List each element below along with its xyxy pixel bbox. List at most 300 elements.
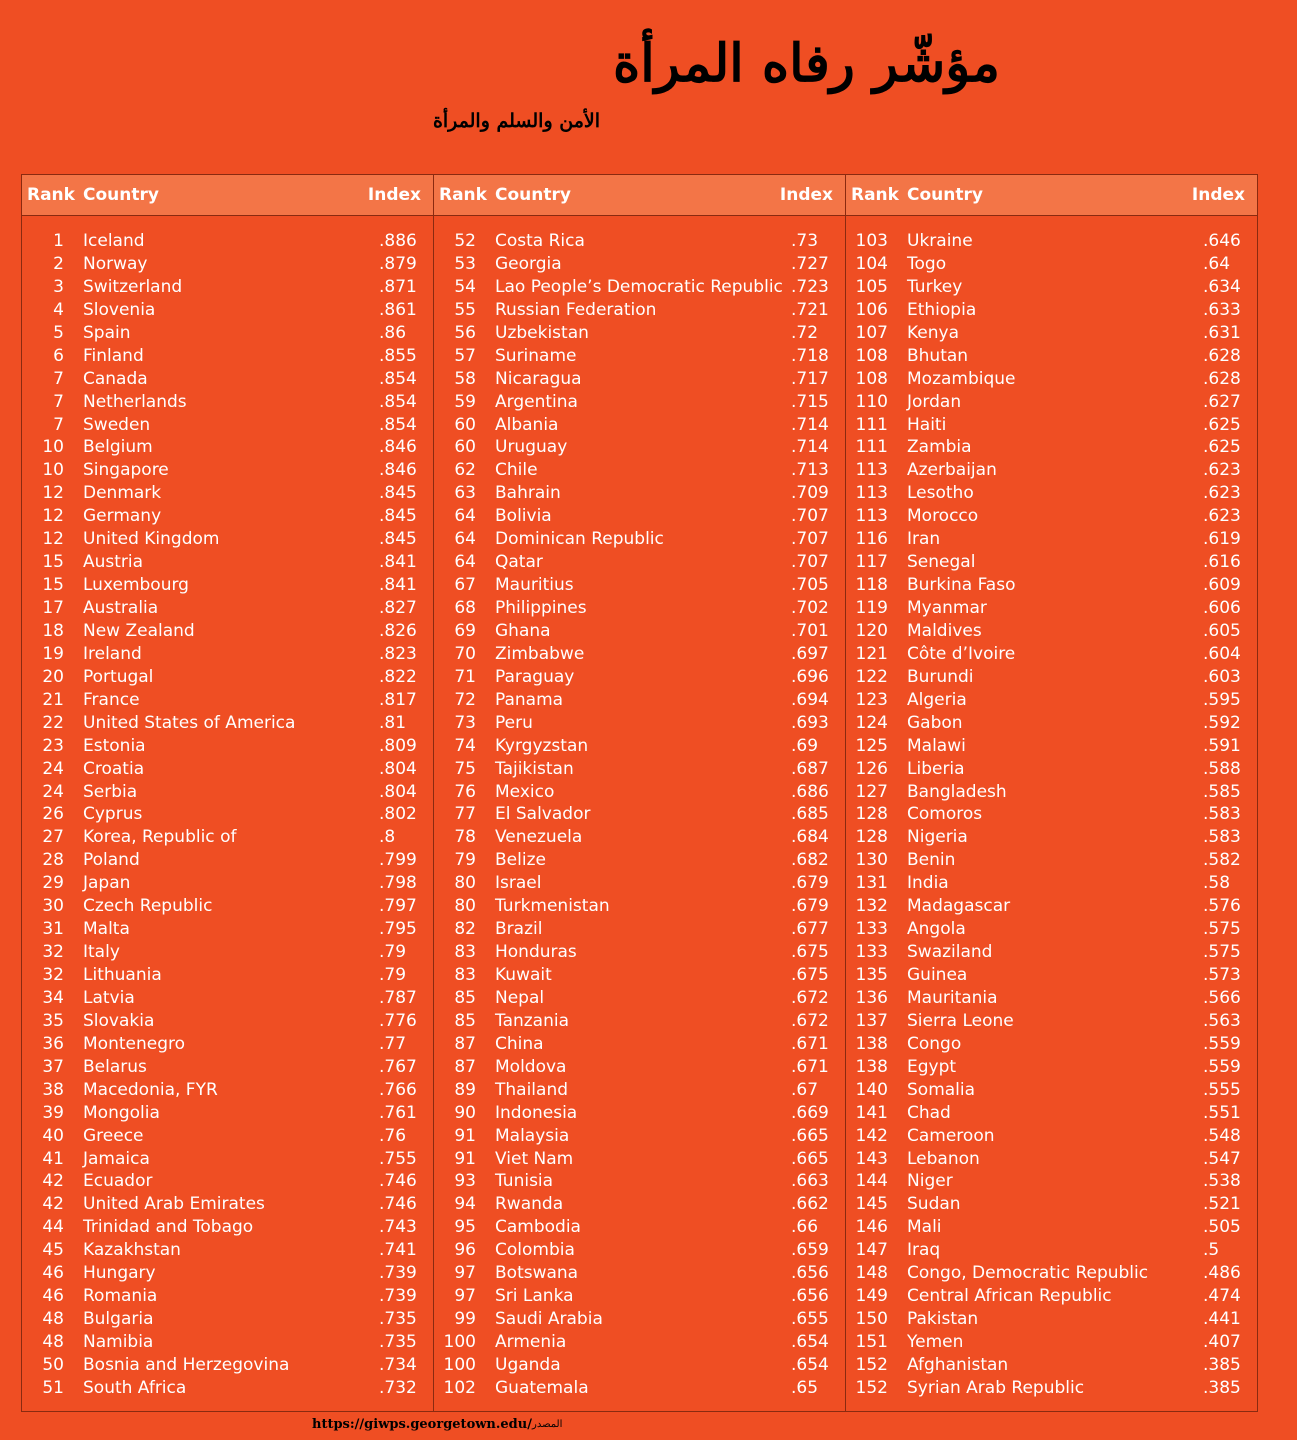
country-cell: Lithuania <box>83 965 162 985</box>
rank-cell: 144 <box>855 1171 888 1192</box>
table-row <box>22 505 433 528</box>
country-cell: Japan <box>83 873 131 894</box>
index-cell: .746 <box>379 1171 417 1192</box>
index-cell: .65 <box>791 1377 819 1398</box>
index-cell: .573 <box>1203 965 1241 985</box>
rank-cell: 83 <box>454 942 476 963</box>
country-cell: Myanmar <box>907 598 987 618</box>
rank-cell: 137 <box>855 1010 888 1031</box>
index-cell: .555 <box>1203 1079 1241 1100</box>
rank-cell: 80 <box>454 873 476 894</box>
country-cell: Angola <box>907 919 966 940</box>
country-cell: Macedonia, FYR <box>83 1079 218 1100</box>
table-row <box>434 368 845 391</box>
country-cell: Portugal <box>83 666 154 687</box>
table-column-2 <box>433 175 845 1411</box>
country-cell: Honduras <box>495 942 577 963</box>
country-cell: Ethiopia <box>907 299 977 320</box>
country-cell: Luxembourg <box>83 575 189 596</box>
table-row <box>434 505 845 528</box>
table-row <box>846 368 1257 391</box>
index-cell: .656 <box>791 1263 829 1284</box>
table-row <box>22 459 433 482</box>
index-cell: .677 <box>791 919 829 940</box>
index-cell: .707 <box>791 552 829 573</box>
header-index: Index <box>1191 185 1245 205</box>
rank-cell: 48 <box>42 1332 64 1352</box>
rank-cell: 152 <box>855 1377 888 1398</box>
rank-cell: 29 <box>42 873 64 894</box>
rank-cell: 121 <box>855 643 888 664</box>
country-cell: South Africa <box>83 1377 187 1398</box>
country-cell: Benin <box>907 850 956 871</box>
country-cell: Bahrain <box>495 483 561 504</box>
rank-cell: 99 <box>454 1309 476 1330</box>
table-row <box>22 826 433 849</box>
table-row <box>22 918 433 941</box>
rank-cell: 72 <box>454 689 476 710</box>
index-cell: .5 <box>1203 1240 1220 1261</box>
country-cell: Russian Federation <box>495 299 657 320</box>
rank-cell: 80 <box>454 896 476 917</box>
country-cell: Netherlands <box>83 391 187 412</box>
table-row <box>846 1193 1257 1216</box>
index-cell: .826 <box>379 620 417 641</box>
index-cell: .665 <box>791 1125 829 1146</box>
country-cell: Iran <box>907 529 941 550</box>
index-cell: .654 <box>791 1354 829 1375</box>
country-cell: Kyrgyzstan <box>495 735 589 756</box>
table-row <box>846 1285 1257 1308</box>
source-credit <box>300 1414 580 1436</box>
country-cell: Panama <box>495 689 564 710</box>
country-cell: Somalia <box>907 1079 976 1100</box>
country-cell: Finland <box>83 345 144 366</box>
table-row <box>22 1193 433 1216</box>
index-cell: .846 <box>379 437 417 458</box>
rank-cell: 22 <box>42 712 64 733</box>
index-cell: .802 <box>379 804 417 825</box>
index-cell: .595 <box>1203 689 1241 710</box>
rank-cell: 1 <box>53 231 64 251</box>
rank-cell: 67 <box>454 575 476 596</box>
index-cell: .739 <box>379 1263 417 1284</box>
table-row <box>434 1377 845 1400</box>
header-country: Country <box>495 185 571 205</box>
rank-cell: 54 <box>454 276 476 297</box>
country-cell: Indonesia <box>495 1102 578 1123</box>
header-index: Index <box>367 185 421 205</box>
country-cell: Mauritius <box>495 575 574 596</box>
table-row <box>22 620 433 643</box>
index-cell: .761 <box>379 1102 417 1123</box>
header-rank: Rank <box>851 185 899 205</box>
index-cell: .631 <box>1203 322 1241 343</box>
index-cell: .548 <box>1203 1125 1241 1146</box>
country-cell: Serbia <box>83 781 138 802</box>
country-cell: Cyprus <box>83 804 143 825</box>
table-row <box>22 1010 433 1033</box>
index-cell: .77 <box>379 1033 407 1054</box>
rank-cell: 23 <box>42 735 64 756</box>
table-row <box>22 689 433 712</box>
index-cell: .743 <box>379 1217 417 1238</box>
country-cell: Ukraine <box>907 231 973 251</box>
rank-cell: 133 <box>855 919 888 940</box>
index-cell: .886 <box>379 231 417 251</box>
country-cell: Colombia <box>495 1240 575 1261</box>
country-cell: Montenegro <box>83 1033 186 1054</box>
table-row <box>846 574 1257 597</box>
table-row <box>434 1262 845 1285</box>
index-cell: .576 <box>1203 896 1241 917</box>
table-row <box>434 1193 845 1216</box>
rank-cell: 108 <box>855 368 888 389</box>
index-cell: .634 <box>1203 276 1241 297</box>
rank-cell: 12 <box>42 529 64 550</box>
index-cell: .854 <box>379 391 417 412</box>
index-cell: .697 <box>791 643 829 664</box>
table-row <box>846 1033 1257 1056</box>
country-cell: Belarus <box>83 1056 147 1077</box>
country-cell: Latvia <box>83 987 135 1008</box>
rank-cell: 52 <box>454 231 476 251</box>
rank-cell: 82 <box>454 919 476 940</box>
country-cell: Bhutan <box>907 345 969 366</box>
country-cell: Czech Republic <box>83 896 213 917</box>
country-cell: Bulgaria <box>83 1309 154 1330</box>
rank-cell: 94 <box>454 1194 476 1215</box>
country-cell: Jamaica <box>83 1148 150 1169</box>
country-cell: Viet Nam <box>495 1148 574 1169</box>
table-row <box>434 964 845 987</box>
rank-cell: 126 <box>855 758 888 779</box>
index-cell: .841 <box>379 575 417 596</box>
index-cell: .58 <box>1203 873 1231 894</box>
table-row <box>22 253 433 276</box>
index-cell: .735 <box>379 1309 417 1330</box>
index-cell: .767 <box>379 1056 417 1077</box>
table-row <box>22 345 433 368</box>
table-row <box>22 1056 433 1079</box>
country-cell: Maldives <box>907 620 982 641</box>
index-cell: .727 <box>791 253 829 274</box>
table-row <box>22 1170 433 1193</box>
index-cell: .822 <box>379 666 417 687</box>
index-cell: .682 <box>791 850 829 871</box>
table-row <box>22 1354 433 1377</box>
rank-cell: 45 <box>42 1240 64 1261</box>
rank-cell: 85 <box>454 987 476 1008</box>
rank-cell: 151 <box>855 1332 888 1352</box>
index-cell: .633 <box>1203 299 1241 320</box>
rank-cell: 77 <box>454 804 476 825</box>
table-row <box>846 941 1257 964</box>
table-row <box>434 758 845 781</box>
index-cell: .845 <box>379 529 417 550</box>
index-cell: .407 <box>1203 1332 1241 1352</box>
table-row <box>434 1010 845 1033</box>
country-cell: Belize <box>495 850 546 871</box>
rank-cell: 63 <box>454 483 476 504</box>
rank-cell: 143 <box>855 1148 888 1169</box>
rank-cell: 5 <box>53 322 64 343</box>
index-cell: .8 <box>379 827 396 848</box>
table-row <box>22 1079 433 1102</box>
country-cell: Uzbekistan <box>495 322 589 343</box>
index-cell: .804 <box>379 758 417 779</box>
table-row <box>846 391 1257 414</box>
page-subtitle: الأمن والسلم والمرأة <box>432 110 600 132</box>
table-row <box>846 1262 1257 1285</box>
index-cell: .686 <box>791 781 829 802</box>
table-row <box>846 1102 1257 1125</box>
index-cell: .671 <box>791 1033 829 1054</box>
rank-cell: 85 <box>454 1010 476 1031</box>
table-row <box>846 253 1257 276</box>
country-cell: United Kingdom <box>83 529 220 550</box>
index-cell: .659 <box>791 1240 829 1261</box>
index-cell: .766 <box>379 1079 417 1100</box>
rank-cell: 32 <box>42 942 64 963</box>
country-cell: Denmark <box>83 483 162 504</box>
index-cell: .588 <box>1203 758 1241 779</box>
table-row <box>22 391 433 414</box>
country-cell: Gabon <box>907 712 963 733</box>
rank-cell: 18 <box>42 620 64 641</box>
rank-cell: 87 <box>454 1056 476 1077</box>
country-cell: United Arab Emirates <box>83 1194 265 1215</box>
rank-cell: 127 <box>855 781 888 802</box>
table-row <box>846 276 1257 299</box>
rank-cell: 110 <box>855 391 888 412</box>
table-row <box>434 620 845 643</box>
index-cell: .67 <box>791 1079 819 1100</box>
country-cell: Venezuela <box>495 827 583 848</box>
country-cell: El Salvador <box>495 804 591 825</box>
table-row <box>22 666 433 689</box>
index-cell: .385 <box>1203 1377 1241 1398</box>
index-cell: .675 <box>791 942 829 963</box>
country-cell: Kuwait <box>495 965 552 985</box>
country-cell: Singapore <box>83 460 169 481</box>
index-cell: .582 <box>1203 850 1241 871</box>
index-cell: .709 <box>791 483 829 504</box>
index-cell: .684 <box>791 827 829 848</box>
index-cell: .623 <box>1203 483 1241 504</box>
table-row <box>22 230 433 253</box>
table-row <box>846 826 1257 849</box>
rank-cell: 71 <box>454 666 476 687</box>
rank-cell: 150 <box>855 1309 888 1330</box>
index-cell: .809 <box>379 735 417 756</box>
index-cell: .559 <box>1203 1033 1241 1054</box>
rank-cell: 73 <box>454 712 476 733</box>
index-cell: .845 <box>379 506 417 527</box>
rank-cell: 95 <box>454 1217 476 1238</box>
country-cell: Iceland <box>83 231 145 251</box>
table-header <box>434 175 845 216</box>
table-row <box>846 1010 1257 1033</box>
country-cell: Tunisia <box>495 1171 554 1192</box>
country-cell: Bangladesh <box>907 781 1007 802</box>
country-cell: Nepal <box>495 987 545 1008</box>
rank-cell: 31 <box>42 919 64 940</box>
table-row <box>22 1148 433 1171</box>
source-url[interactable]: https://giwps.georgetown.edu/ <box>312 1417 532 1432</box>
rank-cell: 140 <box>855 1079 888 1100</box>
table-row <box>22 895 433 918</box>
table-row <box>846 505 1257 528</box>
index-cell: .625 <box>1203 414 1241 435</box>
rank-cell: 116 <box>855 529 888 550</box>
rank-cell: 3 <box>53 276 64 297</box>
table-row <box>434 482 845 505</box>
table-row <box>22 758 433 781</box>
country-cell: France <box>83 689 140 710</box>
table-row <box>846 689 1257 712</box>
table-row <box>22 1377 433 1400</box>
index-cell: .385 <box>1203 1354 1241 1375</box>
country-cell: Brazil <box>495 919 543 940</box>
table-row <box>22 987 433 1010</box>
index-cell: .714 <box>791 437 829 458</box>
table-row <box>434 299 845 322</box>
index-cell: .583 <box>1203 804 1241 825</box>
rank-cell: 97 <box>454 1286 476 1307</box>
index-cell: .798 <box>379 873 417 894</box>
index-cell: .73 <box>791 231 819 251</box>
index-cell: .701 <box>791 620 829 641</box>
table-row <box>434 1079 845 1102</box>
rank-cell: 10 <box>42 437 64 458</box>
rank-cell: 100 <box>443 1332 476 1352</box>
rank-cell: 41 <box>42 1148 64 1169</box>
table-row <box>846 1125 1257 1148</box>
country-cell: Austria <box>83 552 144 573</box>
rank-cell: 87 <box>454 1033 476 1054</box>
rank-cell: 70 <box>454 643 476 664</box>
index-cell: .687 <box>791 758 829 779</box>
rank-cell: 120 <box>855 620 888 641</box>
country-cell: Spain <box>83 322 131 343</box>
table-row <box>846 895 1257 918</box>
table-row <box>434 391 845 414</box>
rank-cell: 146 <box>855 1217 888 1238</box>
rank-cell: 27 <box>42 827 64 848</box>
country-cell: Saudi Arabia <box>495 1309 603 1330</box>
country-cell: Malaysia <box>495 1125 570 1146</box>
index-cell: .656 <box>791 1286 829 1307</box>
table-row <box>22 1285 433 1308</box>
country-cell: Sweden <box>83 414 151 435</box>
rank-cell: 108 <box>855 345 888 366</box>
rank-cell: 147 <box>855 1240 888 1261</box>
index-cell: .804 <box>379 781 417 802</box>
index-cell: .672 <box>791 1010 829 1031</box>
index-cell: .718 <box>791 345 829 366</box>
table-row <box>434 1285 845 1308</box>
rank-cell: 60 <box>454 414 476 435</box>
country-cell: Yemen <box>907 1332 964 1352</box>
table-row <box>434 666 845 689</box>
table-row <box>846 1239 1257 1262</box>
country-cell: Lesotho <box>907 483 974 504</box>
rank-cell: 125 <box>855 735 888 756</box>
table-row <box>22 1102 433 1125</box>
table-row <box>434 1216 845 1239</box>
country-cell: Kenya <box>907 322 960 343</box>
index-cell: .627 <box>1203 391 1241 412</box>
rank-cell: 107 <box>855 322 888 343</box>
country-cell: Bolivia <box>495 506 552 527</box>
rank-cell: 113 <box>855 483 888 504</box>
rank-cell: 111 <box>855 414 888 435</box>
index-cell: .521 <box>1203 1194 1241 1215</box>
index-cell: .538 <box>1203 1171 1241 1192</box>
index-cell: .776 <box>379 1010 417 1031</box>
country-cell: Jordan <box>907 391 962 412</box>
index-cell: .854 <box>379 414 417 435</box>
rank-cell: 55 <box>454 299 476 320</box>
country-cell: Ghana <box>495 620 551 641</box>
index-cell: .616 <box>1203 552 1241 573</box>
rank-cell: 26 <box>42 804 64 825</box>
rank-cell: 68 <box>454 598 476 618</box>
country-cell: Namibia <box>83 1332 154 1352</box>
country-cell: Paraguay <box>495 666 575 687</box>
country-cell: Tajikistan <box>495 758 574 779</box>
table-row <box>434 712 845 735</box>
country-cell: Sudan <box>907 1194 961 1215</box>
index-cell: .846 <box>379 460 417 481</box>
index-cell: .628 <box>1203 368 1241 389</box>
table-row <box>434 781 845 804</box>
rank-cell: 19 <box>42 643 64 664</box>
rank-cell: 34 <box>42 987 64 1008</box>
country-cell: Australia <box>83 598 159 618</box>
rank-cell: 118 <box>855 575 888 596</box>
rank-cell: 104 <box>855 253 888 274</box>
index-cell: .604 <box>1203 643 1241 664</box>
table-row <box>846 1216 1257 1239</box>
rank-cell: 149 <box>855 1286 888 1307</box>
table-row <box>434 826 845 849</box>
table-row <box>846 849 1257 872</box>
table-row <box>846 781 1257 804</box>
rank-cell: 7 <box>53 368 64 389</box>
rank-cell: 7 <box>53 414 64 435</box>
rank-cell: 113 <box>855 506 888 527</box>
table-row <box>846 230 1257 253</box>
header-country: Country <box>907 185 983 205</box>
index-cell: .861 <box>379 299 417 320</box>
rank-cell: 30 <box>42 896 64 917</box>
rank-cell: 24 <box>42 758 64 779</box>
rank-cell: 42 <box>42 1171 64 1192</box>
country-cell: Zambia <box>907 437 972 458</box>
country-cell: Norway <box>83 253 148 274</box>
index-cell: .675 <box>791 965 829 985</box>
country-cell: Israel <box>495 873 542 894</box>
table-row <box>434 1148 845 1171</box>
index-cell: .662 <box>791 1194 829 1215</box>
table-rows <box>846 230 1257 1400</box>
rank-cell: 37 <box>42 1056 64 1077</box>
country-cell: Argentina <box>495 391 578 412</box>
table-row <box>434 803 845 826</box>
rank-cell: 128 <box>855 804 888 825</box>
